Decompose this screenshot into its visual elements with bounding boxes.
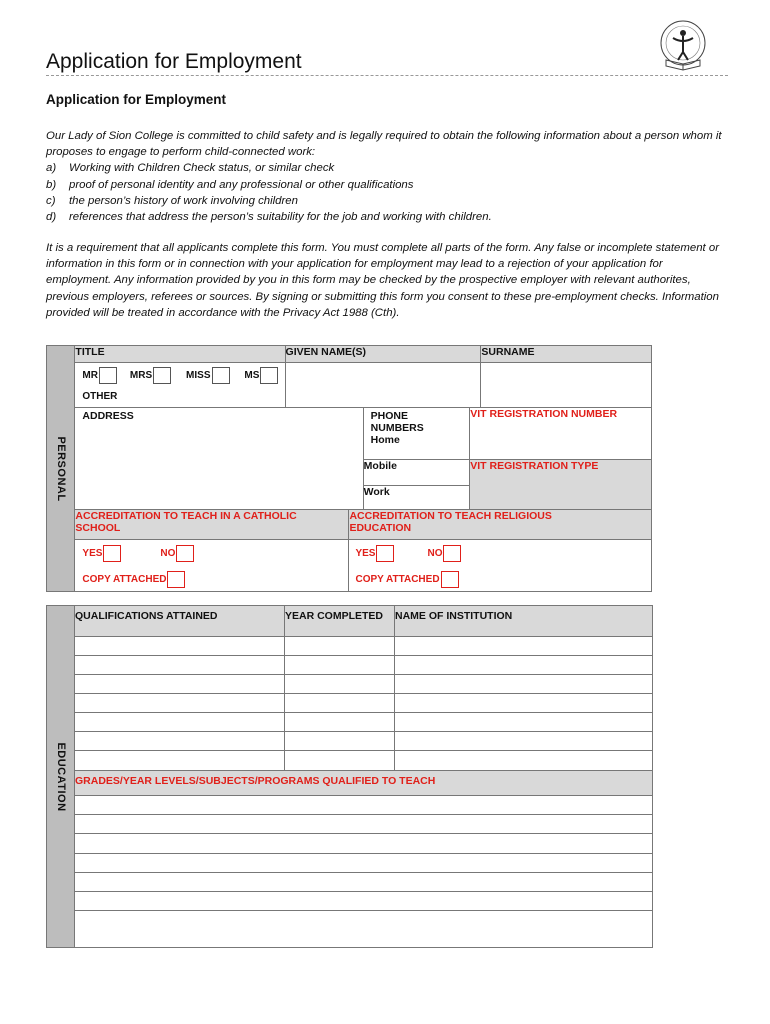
- year-cell[interactable]: [285, 694, 395, 713]
- list-item: c) the person’s history of work involving children: [46, 194, 298, 207]
- vit-type-field[interactable]: [470, 460, 652, 510]
- title-divider: [46, 75, 728, 76]
- home-label: Home: [370, 434, 400, 446]
- list-item: b) proof of personal identity and any professional or other qualifications: [46, 178, 414, 191]
- qualification-cell[interactable]: [75, 751, 285, 771]
- qualification-cell[interactable]: [75, 732, 285, 751]
- institution-cell[interactable]: [395, 656, 653, 675]
- institution-cell[interactable]: [395, 713, 653, 732]
- surname-field[interactable]: [481, 363, 652, 408]
- institution-cell[interactable]: [395, 675, 653, 694]
- qualifications-header: QUALIFICATIONS ATTAINED: [75, 606, 285, 637]
- vit-number-field[interactable]: [470, 408, 652, 460]
- year-completed-header: YEAR COMPLETED: [285, 606, 395, 637]
- qualification-cell[interactable]: [75, 694, 285, 713]
- mrs-checkbox[interactable]: [153, 367, 171, 384]
- list-item: d) references that address the person’s suitability for the job and working with children.: [46, 211, 492, 224]
- title-option-miss[interactable]: MISS: [186, 367, 229, 384]
- grades-header-label: GRADES/YEAR LEVELS/SUBJECTS/PROGRAMS QUALIFIED TO TEACH: [75, 775, 436, 787]
- title-options: [75, 363, 285, 388]
- phone-mobile-field[interactable]: [363, 460, 470, 486]
- college-crest-icon: [652, 16, 716, 78]
- accreditation-catholic-label: ACCREDITATION TO TEACH IN A CATHOLIC SCHOOL: [75, 510, 297, 534]
- phone-home-field[interactable]: [363, 408, 470, 460]
- qualification-cell[interactable]: [75, 675, 285, 694]
- accreditation-religious-options: [349, 540, 652, 592]
- year-cell[interactable]: [285, 656, 395, 675]
- phone-work-field[interactable]: [363, 486, 470, 510]
- religious-no-option[interactable]: NO: [427, 545, 461, 562]
- phone-numbers-label: PHONE NUMBERS: [370, 410, 424, 434]
- accreditation-religious-header: [349, 510, 652, 540]
- catholic-no-checkbox[interactable]: [176, 545, 194, 562]
- surname-header: SURNAME: [481, 346, 652, 363]
- catholic-yes-checkbox[interactable]: [103, 545, 121, 562]
- list-item: a) Working with Children Check status, or similar check: [46, 162, 335, 175]
- year-cell[interactable]: [285, 713, 395, 732]
- catholic-yes-option[interactable]: YES: [82, 545, 121, 562]
- qualification-cell[interactable]: [75, 637, 285, 656]
- title-option-ms[interactable]: MS: [244, 367, 278, 384]
- grades-header: [75, 771, 653, 796]
- institution-cell[interactable]: [395, 637, 653, 656]
- accreditation-catholic-options: [75, 540, 349, 592]
- institution-cell[interactable]: [395, 751, 653, 771]
- year-cell[interactable]: [285, 637, 395, 656]
- religious-no-checkbox[interactable]: [443, 545, 461, 562]
- intro-paragraph: Our Lady of Sion College is committed to child safety and is legally required to obtain the following information about a person whom it proposes to engage to perform child-connected work:: [46, 130, 722, 159]
- ms-checkbox[interactable]: [260, 367, 278, 384]
- work-label: Work: [363, 486, 390, 498]
- accreditation-religious-label: ACCREDITATION TO TEACH RELIGIOUS EDUCATION: [349, 510, 552, 534]
- year-cell[interactable]: [285, 675, 395, 694]
- qualification-cell[interactable]: [75, 656, 285, 675]
- page-title: Application for Employment: [46, 50, 302, 73]
- religious-yes-option[interactable]: YES: [355, 545, 394, 562]
- other-title-field[interactable]: [75, 388, 285, 408]
- qualification-cell[interactable]: [75, 713, 285, 732]
- religious-copy-attached-option[interactable]: COPY ATTACHED: [355, 571, 458, 588]
- religious-yes-checkbox[interactable]: [376, 545, 394, 562]
- grades-row[interactable]: [75, 796, 653, 815]
- catholic-copy-attached-checkbox[interactable]: [167, 571, 185, 588]
- grades-row[interactable]: [75, 815, 653, 834]
- given-names-header: GIVEN NAME(S): [285, 346, 481, 363]
- catholic-copy-attached-option[interactable]: COPY ATTACHED: [82, 571, 185, 588]
- requirement-paragraph: It is a requirement that all applicants complete this form. You must complete all parts of the form. Any false or incomplete statement or information in this form or in connection with your application for employment may lead to a rejection of your application for employment. Any information provided by you in this form may be checked by the prospective employer with relevant authorites, previous employers, referees or sources. By signing or submitting this form you consent to these pre-employment checks. Information provided will be treated in accordance with the Privacy Act 1988 (Cth).: [46, 242, 719, 319]
- requirements-list: [46, 160, 728, 225]
- given-names-field[interactable]: [285, 363, 481, 408]
- form-heading: Application for Employment: [46, 92, 227, 107]
- grades-row[interactable]: [75, 854, 653, 873]
- year-cell[interactable]: [285, 732, 395, 751]
- grades-row[interactable]: [75, 892, 653, 911]
- education-section-label: EDUCATION: [47, 606, 75, 948]
- personal-section-label: PERSONAL: [47, 346, 75, 592]
- address-field[interactable]: [75, 408, 363, 510]
- title-header: TITLE: [75, 346, 285, 363]
- title-option-mr[interactable]: MR: [82, 367, 117, 384]
- grades-row[interactable]: [75, 873, 653, 892]
- intro-text: [46, 128, 728, 225]
- catholic-no-option[interactable]: NO: [160, 545, 194, 562]
- institution-header: NAME OF INSTITUTION: [395, 606, 653, 637]
- mr-checkbox[interactable]: [99, 367, 117, 384]
- other-label: OTHER: [82, 390, 118, 402]
- title-option-mrs[interactable]: MRS: [130, 367, 171, 384]
- grades-row[interactable]: [75, 834, 653, 854]
- institution-cell[interactable]: [395, 694, 653, 713]
- institution-cell[interactable]: [395, 732, 653, 751]
- personal-details-table: [46, 345, 652, 592]
- address-label: ADDRESS: [82, 410, 134, 422]
- accreditation-catholic-header: [75, 510, 349, 540]
- grades-row[interactable]: [75, 911, 653, 948]
- religious-copy-attached-checkbox[interactable]: [441, 571, 459, 588]
- vit-type-label: VIT REGISTRATION TYPE: [470, 460, 599, 472]
- miss-checkbox[interactable]: [212, 367, 230, 384]
- education-table: [46, 605, 653, 948]
- mobile-label: Mobile: [363, 460, 397, 472]
- vit-number-label: VIT REGISTRATION NUMBER: [470, 408, 618, 420]
- year-cell[interactable]: [285, 751, 395, 771]
